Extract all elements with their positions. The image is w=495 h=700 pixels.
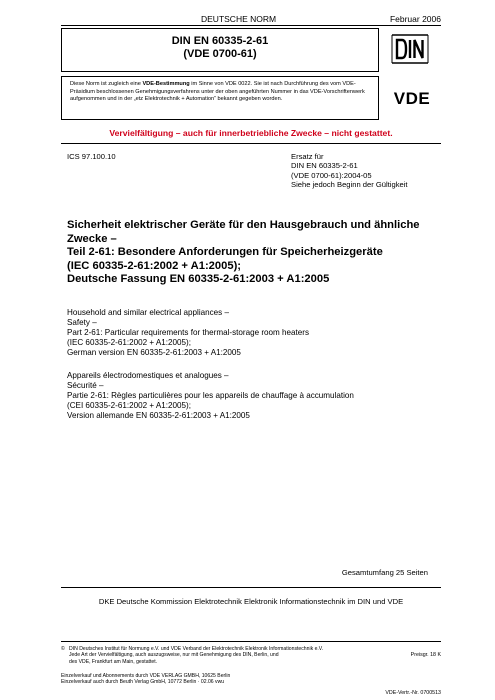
replacement-line: DIN EN 60335-2-61 [291,161,358,171]
title-line: Zwecke – [67,232,117,245]
title-line: Teil 2-61: Besondere Anforderungen für Speicherheizgeräte [67,246,383,258]
standard-number: DIN EN 60335-2-61 [171,35,269,47]
footnote-line: DIN Deutsches Institut für Normung e.V. und VDE Verband der Elektrotechnik Elektronik Informationstechnik e.V. [69,646,324,652]
norm-label: DEUTSCHE NORM [201,14,277,24]
title-english [67,308,437,358]
vde-notice-box [61,76,379,120]
title-line: Part 2-61: Particular requirements for thermal-storage room heaters [67,328,310,337]
footer-divider [61,641,441,642]
title-line: Partie 2-61: Règles particulières pour les appareils de chauffage à accumulation [67,391,354,400]
title-line: Version allemande EN 60335-2-61:2003 + A1:2005 [67,411,250,420]
notice-bold: VDE-Bestimmung [142,81,190,87]
vde-logo-text: VDE [393,89,431,108]
footnote-line: Jede Art der Vervielfältigung, auch auszugsweise, nur mit Genehmigung des DIN, Berlin, und [69,652,279,659]
copy-prohibited-warning: Vervielfältigung – auch für innerbetriebliche Zwecke – nicht gestattet. [109,128,393,138]
din-logo [390,34,430,64]
title-line: Safety – [67,318,97,327]
replacement-line: (VDE 0700-61):2004-05 [291,170,372,180]
warning-divider [61,143,441,144]
header-bar [61,12,441,26]
order-number: VDE-Vertr.-Nr. 0700513 [385,690,441,696]
title-line: Sécurité – [67,381,104,390]
title-line: (CEI 60335-2-61:2002 + A1:2005); [67,401,191,410]
title-line: German version EN 60335-2-61:2003 + A1:2005 [67,348,241,357]
ics-code: ICS 97.100.10 [67,152,116,161]
title-german [67,219,437,287]
notice-text-1: Diese Norm ist zugleich eine [70,81,143,87]
vde-number: (VDE 0700-61) [183,48,257,60]
price-group: Preisgr. 18 K [410,652,441,658]
sales-info [61,673,379,686]
title-line: Household and similar electrical appliances – [67,308,229,317]
standard-number-box [61,28,379,72]
copyright-footnote [61,646,379,665]
replacement-info [291,152,408,189]
title-line: (IEC 60335-2-61:2002 + A1:2005); [67,259,242,272]
copyright-icon: © [61,646,65,652]
header-divider [61,25,441,26]
title-line: (IEC 60335-2-61:2002 + A1:2005); [67,338,191,347]
sales-line: Einzelverkauf und Abonnements durch VDE VERLAG GMBH, 10625 Berlin [61,673,231,679]
replacement-line: Siehe jedoch Beginn der Gültigkeit [291,179,408,189]
title-french [67,371,437,421]
total-pages: Gesamtumfang 25 Seiten [341,568,428,577]
title-line: Deutsche Fassung EN 60335-2-61:2003 + A1:2005 [67,273,330,285]
total-divider [61,587,441,588]
title-line: Sicherheit elektrischer Geräte für den Hausgebrauch und ähnliche [67,219,420,231]
sales-line: Einzelverkauf auch durch Beuth Verlag GmbH, 10772 Berlin · 02.06 vwu [61,679,225,686]
notice-text-2: im Sinne von VDE 0022. Sie ist nach Durchführung des vom VDE-Präsidium beschlossenen Genehmigungsverfahrens unter der oben angeführten Nummer in das VDE-Vorschriftenwerk aufgenommen und in der „etz Elektrotechnik + Automation“ bekannt gegeben worden. [70,81,365,102]
footnote-line: des VDE, Frankfurt am Main, gestattet. [69,658,158,665]
vde-logo [389,88,435,108]
dke-committee: DKE Deutsche Kommission Elektrotechnik Elektronik Informationstechnik im DIN und VDE [98,597,404,606]
title-line: Appareils électrodomestiques et analogues – [67,371,229,380]
publication-date: Februar 2006 [389,14,441,24]
replacement-line: Ersatz für [291,152,324,161]
